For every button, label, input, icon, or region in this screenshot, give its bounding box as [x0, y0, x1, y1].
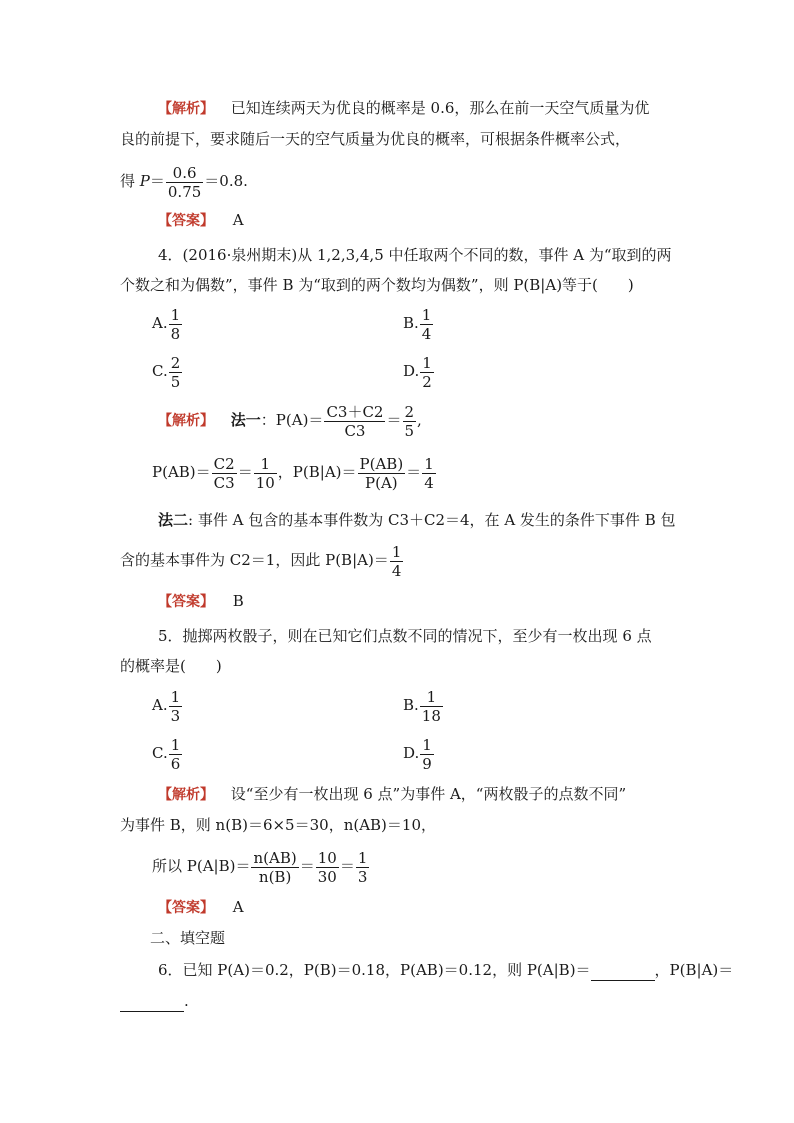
denominator: 30 — [317, 867, 337, 886]
denominator: 4 — [424, 473, 434, 492]
numerator: C2 — [213, 454, 235, 473]
fraction — [420, 688, 443, 725]
fraction — [422, 455, 436, 492]
fraction — [356, 849, 370, 886]
analysis-line-1 — [158, 784, 626, 805]
option-label: A. — [152, 696, 168, 714]
fraction — [254, 455, 277, 492]
text: 含的基本事件为 C2＝1，因此 P(B|A)＝ — [120, 551, 389, 569]
fraction — [166, 164, 203, 201]
analysis-tag: 【解析】 — [158, 101, 214, 117]
text: : 事件 A 包含的基本事件数为 C3＋C2＝4，在 A 发生的条件下事件 B 包 — [188, 511, 676, 529]
text: ＝ — [339, 857, 355, 875]
denominator: 5 — [404, 421, 415, 440]
text: . — [184, 992, 189, 1010]
numerator: 10 — [317, 848, 337, 867]
method-label: 法一 — [230, 411, 261, 429]
answer-blank[interactable] — [591, 960, 655, 981]
fraction — [169, 736, 183, 773]
denominator: P(A) — [365, 473, 398, 492]
question-6-line-1 — [158, 960, 733, 981]
numerator: 1 — [170, 305, 181, 324]
method-label: 法二 — [158, 511, 189, 529]
text: 所以 P(A|B)＝ — [152, 857, 251, 875]
text: ＝ — [406, 463, 422, 481]
denominator: 2 — [422, 372, 432, 391]
analysis-tag: 【解析】 — [158, 413, 214, 429]
denominator: n(B) — [258, 867, 292, 886]
answer-value: A — [232, 211, 244, 229]
option-a — [152, 686, 183, 725]
denominator: 8 — [170, 324, 181, 343]
numerator: 0.6 — [166, 164, 203, 183]
text: 得 — [120, 172, 140, 190]
analysis-line-3 — [152, 846, 370, 886]
numerator: 1 — [421, 305, 432, 324]
fraction — [169, 306, 183, 343]
option-c — [152, 734, 183, 773]
numerator: 1 — [420, 688, 443, 707]
option-label: B. — [403, 314, 419, 332]
option-label: B. — [403, 696, 419, 714]
option-d — [403, 734, 435, 773]
denominator: C3 — [213, 473, 235, 492]
question-4-line-2: 个数之和为偶数”，事件 B 为“取到的两个数均为偶数”，则 P(B|A)等于( ) — [120, 276, 634, 294]
numerator: 1 — [422, 353, 432, 372]
answer-tag: 【答案】 — [158, 900, 214, 916]
answer-line — [158, 897, 244, 918]
numerator: 1 — [357, 848, 368, 867]
fraction — [251, 849, 298, 886]
question-4-line-1: 4．(2016·泉州期末)从 1,2,3,4,5 中任取两个不同的数，事件 A 为“取到的两 — [158, 246, 672, 264]
denominator: 3 — [170, 706, 181, 725]
denominator: 0.75 — [167, 182, 202, 201]
var-p: P — [139, 172, 150, 190]
text: 设“至少有一枚出现 6 点”为事件 A，“两枚骰子的点数不同” — [230, 785, 627, 803]
option-label: C. — [152, 362, 168, 380]
analysis-method-2-line-1 — [158, 510, 676, 530]
analysis-line-3 — [120, 163, 248, 201]
fraction — [169, 688, 183, 725]
section-heading: 二、填空题 — [150, 929, 226, 947]
denominator: 4 — [421, 324, 432, 343]
option-c — [152, 352, 183, 391]
denominator: 3 — [357, 867, 368, 886]
text: ＝ — [237, 463, 253, 481]
fraction — [420, 736, 434, 773]
denominator: C3 — [344, 421, 366, 440]
fraction — [212, 455, 237, 492]
answer-blank[interactable] — [120, 991, 184, 1012]
fraction — [358, 455, 406, 492]
option-label: C. — [152, 744, 168, 762]
numerator: P(AB) — [359, 454, 404, 473]
fraction — [420, 306, 434, 343]
option-d — [403, 352, 435, 391]
analysis-method-1 — [158, 400, 422, 441]
question-5-line-2: 的概率是( ) — [120, 657, 222, 675]
fraction — [169, 354, 183, 391]
denominator: 5 — [170, 372, 181, 391]
numerator: n(AB) — [253, 848, 297, 867]
denominator: 6 — [170, 754, 181, 773]
denominator: 18 — [421, 706, 441, 725]
numerator: 1 — [424, 454, 434, 473]
text: ＝ — [299, 857, 315, 875]
answer-line — [158, 210, 244, 231]
analysis-line-1 — [158, 98, 649, 119]
text: , — [417, 411, 422, 429]
numerator: 1 — [422, 735, 432, 754]
text: ，P(B|A)＝ — [277, 463, 357, 481]
option-label: A. — [152, 314, 168, 332]
fraction — [420, 354, 434, 391]
text: 已知连续两天为优良的概率是 0.6，那么在前一天空气质量为优 — [230, 99, 650, 117]
denominator: 4 — [391, 561, 402, 580]
text: ：P(A)＝ — [260, 411, 324, 429]
numerator: 2 — [170, 353, 181, 372]
text: 6．已知 P(A)＝0.2，P(B)＝0.18，P(AB)＝0.12，则 P(A|B)＝ — [158, 961, 591, 979]
analysis-tag: 【解析】 — [158, 787, 214, 803]
option-a — [152, 304, 183, 343]
option-b — [403, 304, 434, 343]
option-label: D. — [403, 744, 420, 762]
answer-line — [158, 591, 244, 612]
analysis-line-2: 良的前提下，要求随后一天的空气质量为优良的概率，可根据条件概率公式， — [120, 130, 631, 148]
numerator: 2 — [404, 402, 415, 421]
text: ＝0.8. — [204, 172, 248, 190]
analysis-line-2: 为事件 B，则 n(B)＝6×5＝30，n(AB)＝10， — [120, 816, 436, 834]
analysis-method-2-line-2 — [120, 540, 404, 580]
answer-value: B — [232, 592, 244, 610]
fraction — [316, 849, 339, 886]
numerator: 1 — [254, 455, 277, 474]
answer-tag: 【答案】 — [158, 594, 214, 610]
text: ＝ — [386, 411, 402, 429]
denominator: 9 — [422, 754, 432, 773]
answer-value: A — [232, 898, 244, 916]
numerator: 1 — [170, 687, 181, 706]
text: P(AB)＝ — [152, 463, 211, 481]
text: ，P(B|A)＝ — [654, 961, 734, 979]
question-5-line-1: 5．抛掷两枚骰子，则在已知它们点数不同的情况下，至少有一枚出现 6 点 — [158, 627, 652, 645]
answer-tag: 【答案】 — [158, 213, 214, 229]
option-b — [403, 686, 444, 725]
numerator: 1 — [391, 542, 402, 561]
numerator: 1 — [170, 735, 181, 754]
option-label: D. — [403, 362, 420, 380]
fraction — [403, 403, 417, 440]
fraction — [324, 403, 385, 440]
text: ＝ — [149, 172, 165, 190]
numerator: C3＋C2 — [326, 402, 384, 421]
question-6-line-2 — [120, 991, 189, 1012]
analysis-method-1-line-2 — [152, 452, 437, 492]
denominator: 10 — [255, 473, 275, 492]
fraction — [390, 543, 404, 580]
